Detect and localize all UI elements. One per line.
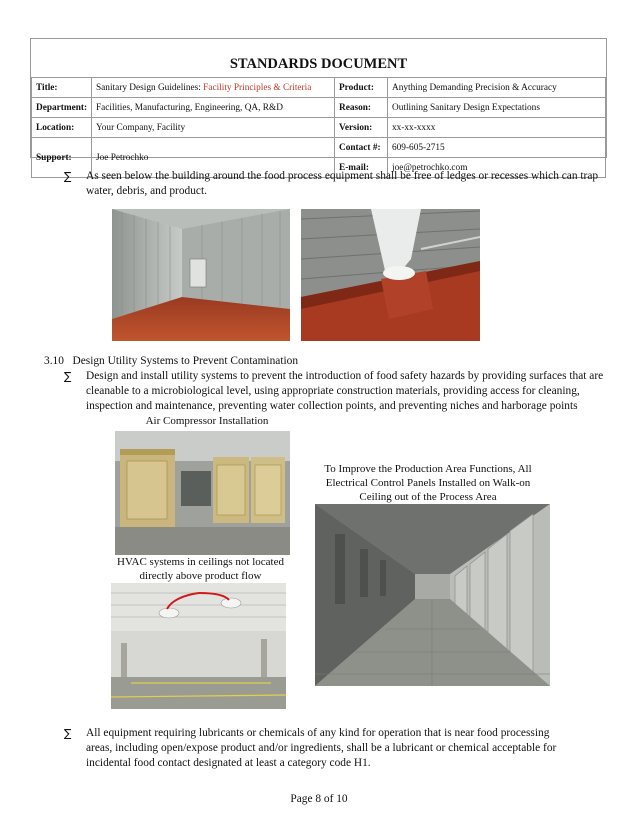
hvac-caption: HVAC systems in ceilings not located directly above product flow [117, 556, 284, 582]
bullet-symbol: ∑ [64, 727, 72, 740]
title-label: Title: [32, 78, 92, 98]
reason-label: Reason: [335, 98, 388, 118]
location-value: Your Company, Facility [92, 118, 335, 138]
section-number: 3.10 [44, 355, 64, 367]
location-label: Location: [32, 118, 92, 138]
product-value: Anything Demanding Precision & Accuracy [388, 78, 606, 98]
page-number: Page 8 of 10 [290, 793, 348, 805]
contact-label: Contact #: [335, 138, 388, 158]
document-title: STANDARDS DOCUMENT [229, 56, 408, 72]
section-heading [44, 355, 298, 367]
freezer-room-photo [112, 209, 290, 341]
table-row [32, 138, 606, 158]
email-value: joe@petrochko.com [388, 158, 606, 178]
support-label: Support: [32, 138, 92, 178]
bullet-symbol: ∑ [64, 170, 72, 183]
reason-value: Outlining Sanitary Design Expectations [388, 98, 606, 118]
product-label: Product: [335, 78, 388, 98]
electrical-panels-photo [315, 504, 550, 686]
bullet-symbol: ∑ [64, 370, 72, 383]
contact-value: 609-605-2715 [388, 138, 606, 158]
title-highlight: Facility Principles & Criteria [203, 82, 312, 93]
pipe-curb-photo [301, 209, 480, 341]
version-label: Version: [335, 118, 388, 138]
title-value: Sanitary Design Guidelines: Facility Principles & Criteria [92, 78, 335, 98]
email-label: E-mail: [335, 158, 388, 178]
table-row [32, 98, 606, 118]
header-metadata-table [31, 77, 606, 178]
department-value: Facilities, Manufacturing, Engineering, QA, R&D [92, 98, 335, 118]
air-compressor-photo [115, 431, 290, 555]
document-header [30, 38, 607, 173]
section-title: Design Utility Systems to Prevent Contamination [72, 355, 299, 367]
hvac-ceiling-photo [111, 583, 286, 709]
air-compressor-caption: Air Compressor Installation [145, 415, 269, 427]
table-row [32, 118, 606, 138]
electrical-panels-caption: To Improve the Production Area Functions, All Electrical Control Panels Installed on Walk-on Ceiling out of the Process Area [324, 463, 532, 503]
version-value: xx-xx-xxxx [388, 118, 606, 138]
support-value: Joe Petrochko [92, 138, 335, 178]
table-row [32, 78, 606, 98]
department-label: Department: [32, 98, 92, 118]
